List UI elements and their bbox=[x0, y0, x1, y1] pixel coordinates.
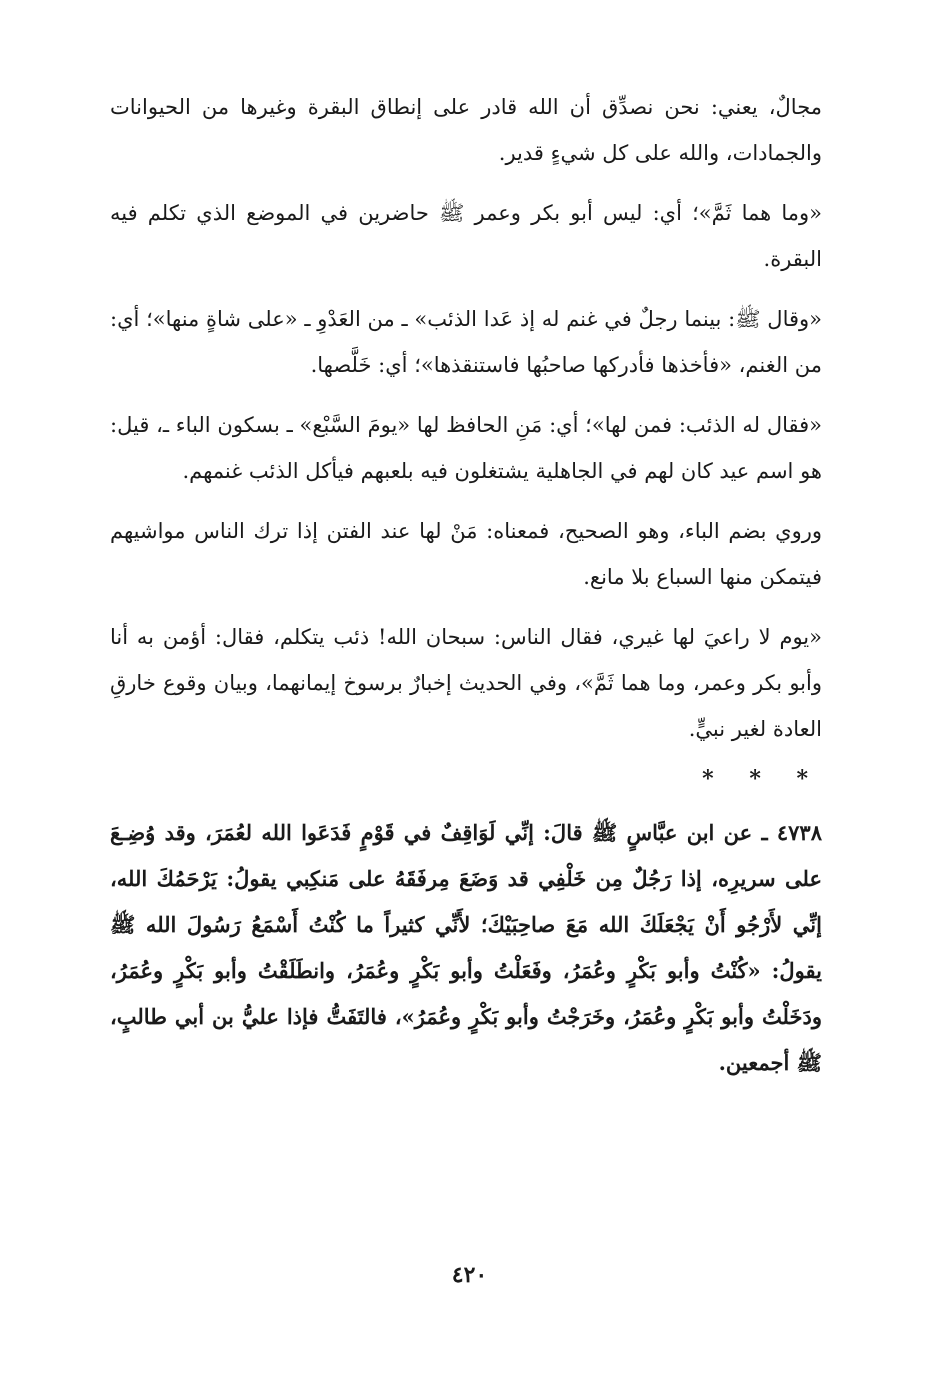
hadith-4738: ٤٧٣٨ ـ عن ابن عبَّاسٍ ﷺ قالَ: إنِّي لَوَاقِفٌ في قَوْمٍ فَدَعَوا الله لعُمَرَ، وقد وُضِـعَ على سريرِه، إذا رَجُلٌ مِن خَلْفِي قد وَضَعَ مِرفَقَهُ على مَنكِبي يقولُ: يَرْحَمُكَ الله، إنِّي لأَرْجُو أَنْ يَجْعَلَكَ الله مَعَ صاحِبَيْكَ؛ لأَنِّي كثيراً ما كُنْتُ أَسْمَعُ رَسُولَ الله ﷺ يقولُ: «كُنْتُ وأبو بَكْرٍ وعُمَرُ، وفَعَلْتُ وأبو بَكْرٍ وعُمَرُ، وانطَلَقْتُ وأبو بَكْرٍ وعُمَرُ، ودَخَلْتُ وأبو بَكْرٍ وعُمَرُ، وخَرَجْتُ وأبو بَكْرٍ وعُمَرُ»، فالتَفَتُّ فإذا عليُّ بن أبي طالبٍ، ﷺ أجمعين. bbox=[110, 820, 822, 1075]
paragraph-3: «وقال ﷺ: بينما رجلٌ في غنم له إذ عَدا الذئب» ـ من العَدْوِ ـ «على شاةٍ منها»؛ أي: من الغنم، «فأخذها فأدركها صاحبُها فاستنقذها»؛ أي: خَلَّصها. bbox=[110, 307, 822, 377]
section-separator: * * * bbox=[702, 766, 822, 792]
paragraph-5: وروي بضم الباء، وهو الصحيح، فمعناه: مَنْ لها عند الفتن إذا ترك الناس مواشيهم فيتمكن منها السباع بلا مانع. bbox=[110, 519, 822, 589]
paragraph-1: مجالٌ، يعني: نحن نصدِّق أن الله قادر على إنطاق البقرة وغيرها من الحيوانات والجمادات، والله على كل شيءٍ قدير. bbox=[110, 95, 822, 165]
paragraph-4: «فقال له الذئب: فمن لها»؛ أي: مَنِ الحافظ لها «يومَ السَّبْع» ـ بسكون الباء ـ، قيل: هو اسم عيد كان لهم في الجاهلية يشتغلون فيه بلعبهم فيأكل الذئب غنمهم. bbox=[110, 413, 822, 483]
page-number: ٤٢٠ bbox=[451, 1262, 488, 1288]
paragraph-2: «وما هما ثَمَّ»؛ أي: ليس أبو بكر وعمر ﷺ حاضرين في الموضع الذي تكلم فيه البقرة. bbox=[110, 201, 822, 271]
page-body bbox=[110, 84, 822, 1107]
paragraph-6: «يوم لا راعيَ لها غيري، فقال الناس: سبحان الله! ذئب يتكلم، فقال: أؤمن به أنا وأبو بكر وعمر، وما هما ثَمَّ»، وفي الحديث إخبارٌ برسوخ إيمانهما، وبيان وقوع خارقِ العادة لغير نبيٍّ. bbox=[110, 625, 822, 741]
